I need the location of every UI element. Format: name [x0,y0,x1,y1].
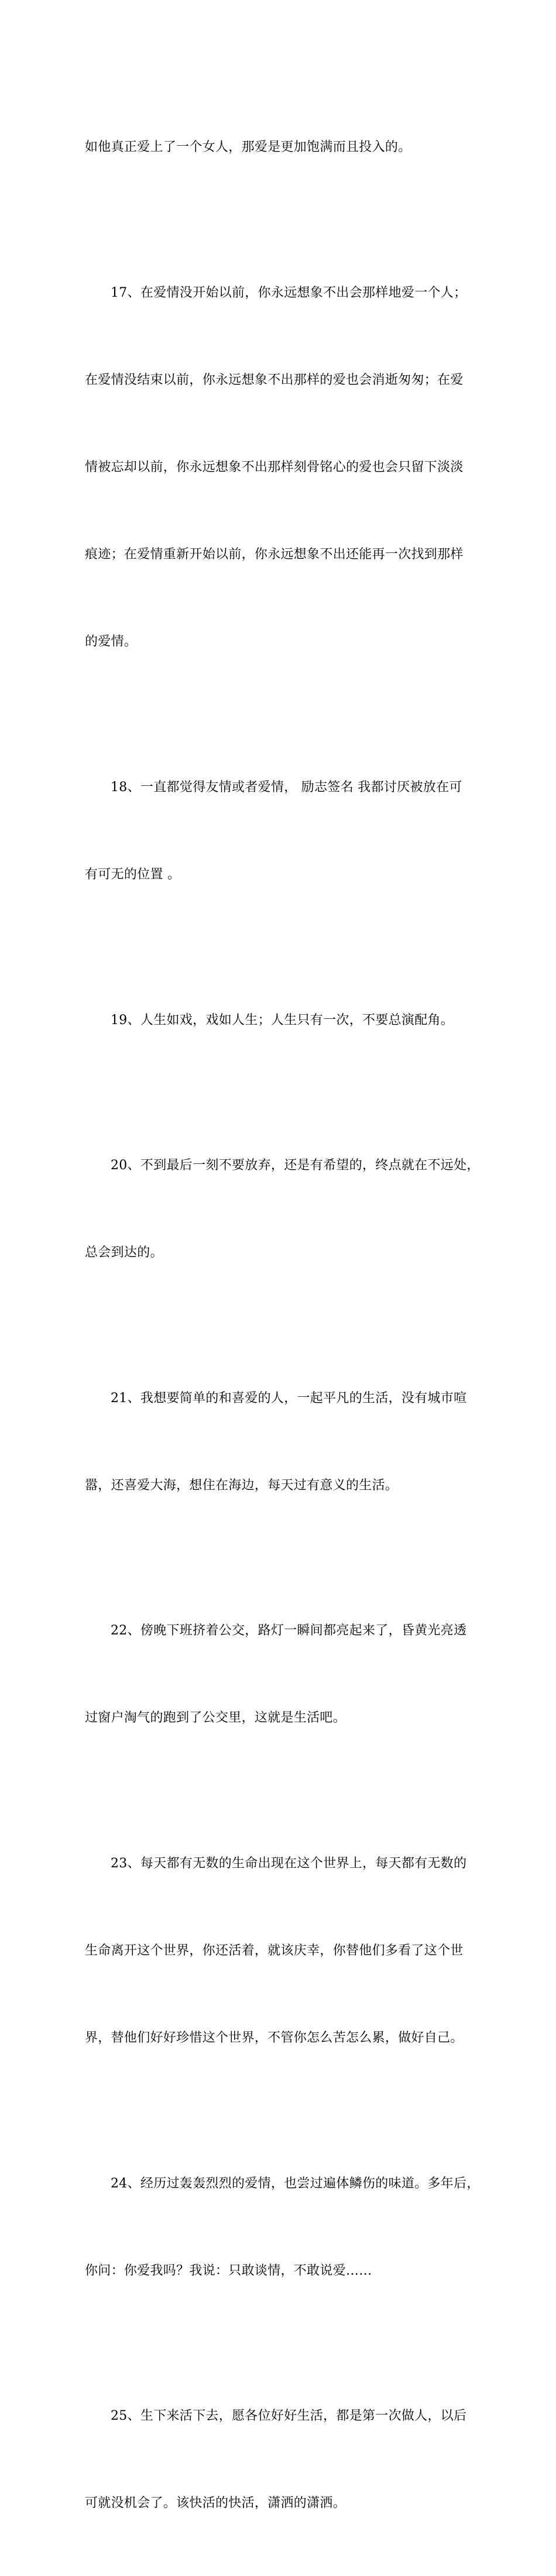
text-line: 痕迹；在爱情重新开始以前，你永远想象不出还能再一次找到那样 [85,547,464,562]
text-line: 有可无的位置 。 [85,867,181,882]
paragraph-25 [85,2344,474,2576]
paragraph-20 [85,1093,480,1326]
paragraph-19 [85,947,474,1093]
paragraph-18 [85,715,474,947]
text-line: 17、在爱情没开始以前，你永远想象不出会那样地爱一个人； [111,285,467,300]
paragraph-24 [85,2111,480,2344]
paragraph-17 [85,221,474,715]
text-line: 总会到达的。 [85,1245,163,1260]
text-line: 19、人生如戏，戏如人生；人生只有一次，不要总演配角。 [111,1012,454,1028]
text-line: 23、每天都有无数的生命出现在这个世界上，每天都有无数的 [111,1856,467,1871]
text-line: 生命离开这个世界，你还活着，就该庆幸，你替他们多看了这个世 [85,1943,464,1958]
paragraph-23 [85,1791,474,2111]
text-line: 在爱情没结束以前，你永远想象不出那样的爱也会消逝匆匆；在爱 [85,373,464,388]
text-line: 你问：你爱我吗？我说：只敢谈情，不敢说爱…… [85,2263,372,2278]
text-line: 20、不到最后一刻不要放弃，还是有希望的，终点就在不远处， [111,1158,480,1173]
text-line: 可就没机会了。该快活的快活，潇洒的潇洒。 [85,2496,346,2511]
text-line: 情被忘却以前，你永远想象不出那样刻骨铭心的爱也会只留下淡淡 [85,460,464,475]
text-line: 如他真正爱上了一个女人，那爱是更加饱满而且投入的。 [85,140,411,155]
text-line: 24、经历过轰轰烈烈的爱情，也尝过遍体鳞伤的味道。多年后， [111,2176,480,2191]
paragraph-16-continuation [85,75,474,221]
text-line: 界，替他们好好珍惜这个世界，不管你怎么苦怎么累，做好自己。 [85,2031,464,2046]
paragraph-22 [85,1558,474,1791]
text-line: 21、我想要简单的和喜爱的人，一起平凡的生活，没有城市喧 [111,1390,467,1406]
text-line: 嚣，还喜爱大海，想住在海边，每天过有意义的生活。 [85,1478,399,1493]
document-body [85,75,480,2576]
text-line: 过窗户淘气的跑到了公交里，这就是生活吧。 [85,1711,346,1726]
text-line: 25、生下来活下去，愿各位好好生活，都是第一次做人，以后 [111,2409,467,2424]
text-line: 的爱情。 [85,634,138,650]
text-line: 22、傍晚下班挤着公交，路灯一瞬间都亮起来了，昏黄光亮透 [111,1623,467,1639]
text-line: 18、一直都觉得友情或者爱情， 励志签名 我都讨厌被放在可 [111,779,462,795]
paragraph-21 [85,1325,474,1558]
